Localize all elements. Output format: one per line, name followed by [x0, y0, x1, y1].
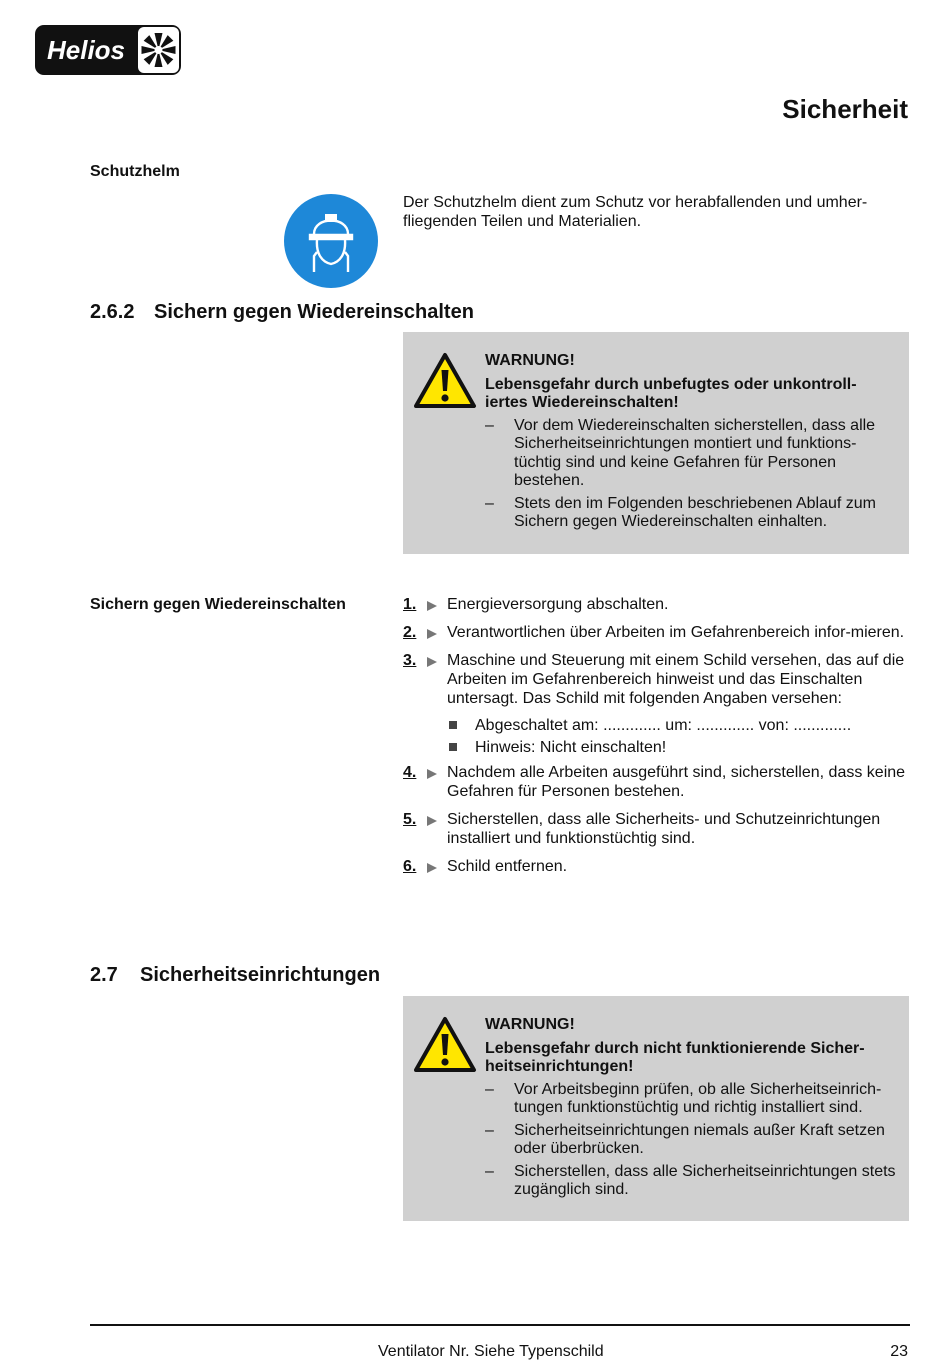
step-text: Schild entfernen.	[447, 858, 568, 875]
step-arrow-icon	[427, 601, 437, 611]
chapter-title: Sicherheit	[782, 94, 908, 124]
warning-triangle-icon	[413, 1016, 477, 1074]
step-arrow-icon	[427, 657, 437, 667]
section-heading-262	[90, 301, 474, 324]
step-number: 2.	[403, 624, 417, 641]
step-text: Sicherstellen, dass alle Sicherheits- und Schutzeinrichtungen installiert und funktionstüchtig sind.	[447, 811, 881, 847]
warning-title: WARNUNG!	[485, 1016, 575, 1033]
square-bullet-icon	[449, 721, 457, 729]
square-bullet-icon	[449, 743, 457, 751]
step-text: Verantwortlichen über Arbeiten im Gefahrenbereich infor-mieren.	[447, 624, 905, 641]
warning-box-safety-devices	[403, 996, 909, 1221]
step-number: 6.	[403, 858, 417, 875]
footer-divider	[90, 1324, 910, 1326]
warning-item: – Vor dem Wiedereinschalten sicherstellen, dass alle Sicherheitseinrichtungen montiert und funktions-tüchtig sind und keine Gefahren für Personen bestehen.	[485, 416, 876, 489]
hard-hat-icon	[284, 194, 378, 288]
warning-subtitle: Lebensgefahr durch unbefugtes oder unkontroll-iertes Wiedereinschalten!	[485, 375, 857, 411]
helmet-description: Der Schutzhelm dient zum Schutz vor herabfallenden und umher-fliegenden Teilen und Materialien.	[403, 194, 868, 230]
warning-item: – Stets den im Folgenden beschriebenen Ablauf zum Sichern gegen Wiedereinschalten einhalten.	[485, 494, 877, 530]
warning-item: – Sicherstellen, dass alle Sicherheitseinrichtungen stets zugänglich sind.	[485, 1162, 896, 1198]
step-number: 5.	[403, 811, 417, 828]
step-number: 3.	[403, 652, 417, 669]
step-item	[403, 857, 910, 876]
warning-box-reactivation	[403, 332, 909, 554]
step-text: Maschine und Steuerung mit einem Schild versehen, das auf die Arbeiten im Gefahrenbereich hinweist und das Einschalten untersagt. Das Schild mit folgenden Angaben versehen:	[447, 652, 905, 707]
step-item	[403, 595, 910, 614]
warning-item: – Vor Arbeitsbeginn prüfen, ob alle Sicherheitseinrich-tungen funktionstüchtig und richtig installiert sind.	[485, 1080, 882, 1116]
step-arrow-icon	[427, 863, 437, 873]
warning-triangle-icon	[413, 352, 477, 410]
warning-item: – Sicherheitseinrichtungen niemals außer Kraft setzen oder überbrücken.	[485, 1121, 885, 1157]
section-number: 2.6.2	[90, 301, 135, 323]
section-title: Sicherheitseinrichtungen	[140, 964, 381, 986]
procedure-label: Sichern gegen Wiedereinschalten	[90, 596, 346, 613]
section-number: 2.7	[90, 964, 118, 986]
step-item	[403, 651, 910, 708]
footer-text: Ventilator Nr. Siehe Typenschild	[378, 1343, 604, 1360]
sign-bullet: Hinweis: Nicht einschalten!	[447, 738, 910, 757]
step-number: 1.	[403, 596, 417, 613]
section-title: Sichern gegen Wiedereinschalten	[154, 301, 474, 323]
step-text: Nachdem alle Arbeiten ausgeführt sind, sicherstellen, dass keine Gefahren für Personen bestehen.	[447, 764, 906, 800]
sign-bullet: Abgeschaltet am: ............. um: ............. von: .............	[447, 716, 910, 735]
step-text: Energieversorgung abschalten.	[447, 596, 669, 613]
warning-subtitle: Lebensgefahr durch nicht funktionierende Sicher-heitseinrichtungen!	[485, 1039, 865, 1075]
step-number: 4.	[403, 764, 417, 781]
step-item	[403, 763, 910, 801]
step-arrow-icon	[427, 769, 437, 779]
section-heading-27	[90, 964, 380, 987]
warning-title: WARNUNG!	[485, 352, 575, 369]
step-arrow-icon	[427, 629, 437, 639]
page-number: 23	[890, 1343, 908, 1360]
step-arrow-icon	[427, 816, 437, 826]
logo-text: Helios	[46, 35, 126, 65]
step-item	[403, 810, 910, 848]
step-item	[403, 623, 910, 642]
helios-logo	[34, 24, 182, 76]
procedure-steps	[403, 595, 910, 885]
sign-bullet-list	[447, 716, 910, 757]
helmet-label: Schutzhelm	[90, 163, 180, 180]
